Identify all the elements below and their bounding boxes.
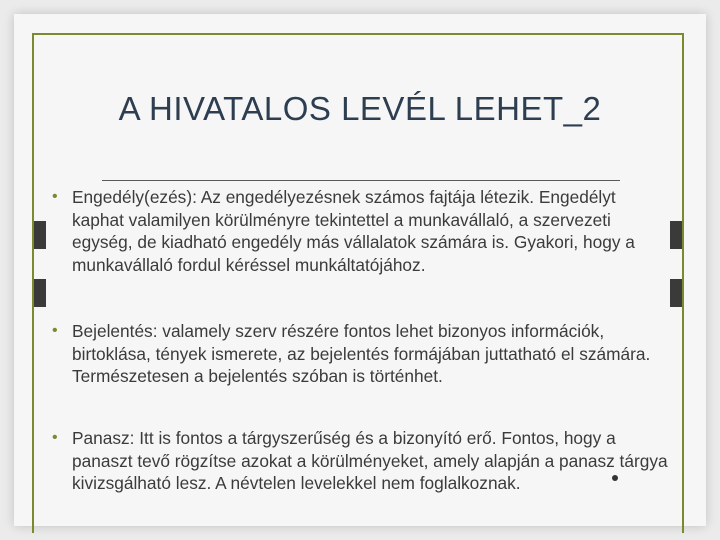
bullet-item-bejelentes xyxy=(52,320,672,388)
frame-tab-left-top xyxy=(34,221,46,249)
bullet-dot-icon: • xyxy=(52,188,58,205)
slide-title: A HIVATALOS LEVÉL LEHET_2 xyxy=(118,90,602,127)
bullet-term: Panasz xyxy=(72,428,130,448)
frame-tab-left-bottom xyxy=(34,279,46,307)
bullet-term: Bejelentés xyxy=(72,321,153,341)
pointer-dot-icon xyxy=(612,475,618,481)
bullet-body xyxy=(72,427,672,495)
bullet-term: Engedély(ezés) xyxy=(72,187,193,207)
frame-tab-right-bottom xyxy=(670,279,682,307)
bullet-body xyxy=(72,320,672,388)
bullet-dot-icon: • xyxy=(52,429,58,446)
bullet-dot-icon: • xyxy=(52,322,58,339)
bullet-text: : Itt is fontos a tárgyszerűség és a bizonyító erő. Fontos, hogy a panaszt tevő rögzítse azokat a körülményeket, amely alapján a panasz tárgya kivizsgálható lesz. A névtelen levelekkel nem foglalkoznak. xyxy=(72,428,668,494)
bullet-body xyxy=(72,186,672,276)
bullet-item-engedely xyxy=(52,186,672,276)
bullet-text: : Az engedélyezésnek számos fajtája létezik. Engedélyt kaphat valamilyen körülményre tekintettel a munkavállaló, a szervezeti egység, de kiadható engedély más vállalatok számára is. Gyakori, hogy a munkavállaló fordul kéréssel munkáltatójához. xyxy=(72,187,635,275)
title-underline xyxy=(102,180,620,181)
bullet-text: : valamely szerv részére fontos lehet bizonyos információk, birtoklása, tények ismerete, az bejelentés formájában juttatható el számára. Természetesen a bejelentés szóban is történhet. xyxy=(72,321,651,387)
bullet-item-panasz xyxy=(52,427,672,495)
